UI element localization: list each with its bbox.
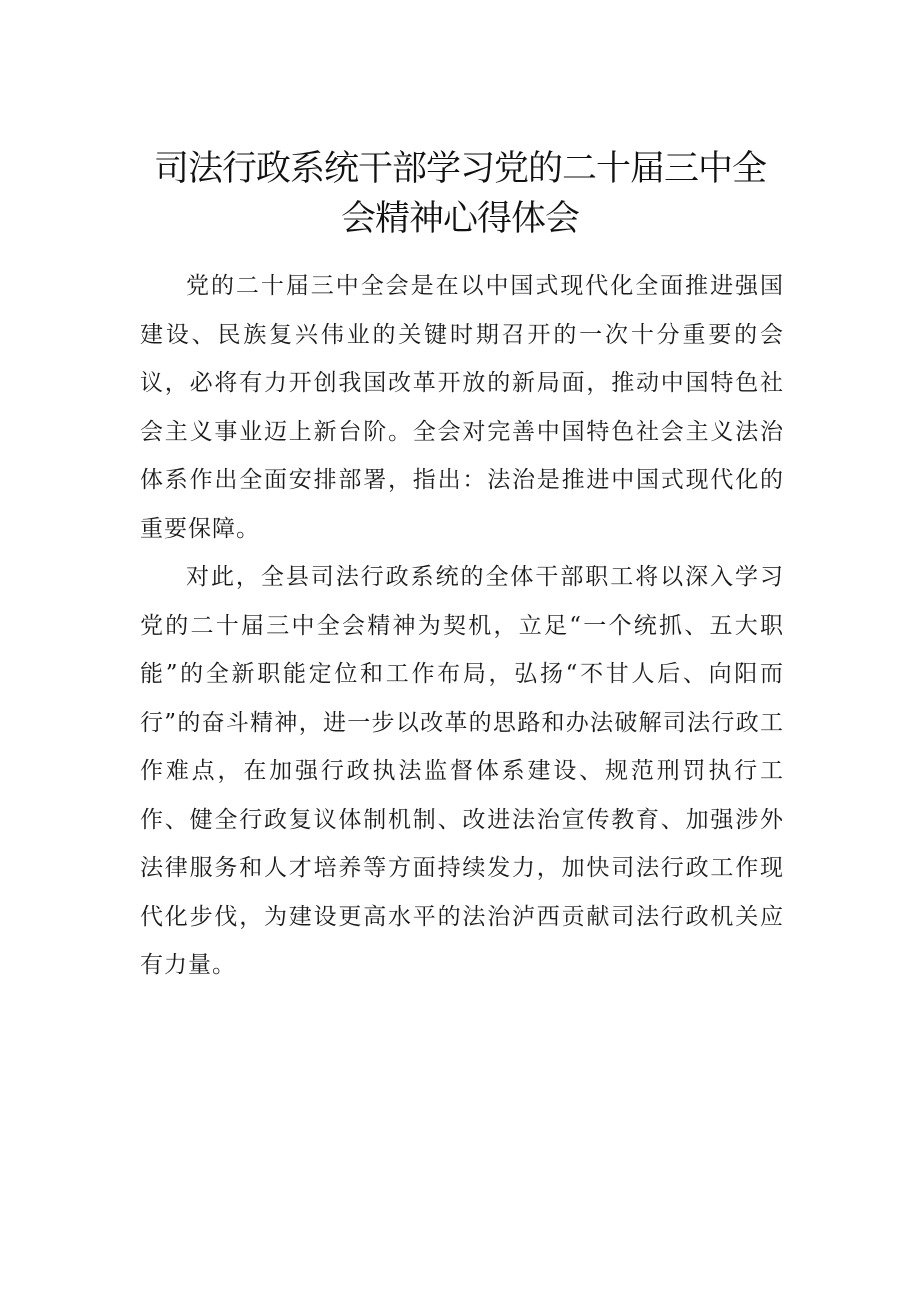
- body-paragraph-1: 党的二十届三中全会是在以中国式现代化全面推进强国建设、民族复兴伟业的关键时期召开的一次十分重要的会议，必将有力开创我国改革开放的新局面，推动中国特色社会主义事业迈上新台阶。全会对完善中国特色社会主义法治体系作出全面安排部署，指出：法治是推进中国式现代化的重要保障。: [140, 273, 784, 542]
- body-paragraph-2: 对此，全县司法行政系统的全体干部职工将以深入学习党的二十届三中全会精神为契机，立足“一个统抓、五大职能”的全新职能定位和工作布局，弘扬“不甘人后、向阳而行”的奋斗精神，进一步以改革的思路和办法破解司法行政工作难点，在加强行政执法监督体系建设、规范刑罚执行工作、健全行政复议体制机制、改进法治宣传教育、加强涉外法律服务和人才培养等方面持续发力，加快司法行政工作现代化步伐，为建设更高水平的法治泸西贡献司法行政机关应有力量。: [140, 564, 784, 978]
- document-title: [100, 144, 820, 244]
- document-body: [140, 262, 784, 990]
- document-title-line-1: 司法行政系统干部学习党的二十届三中全: [153, 149, 766, 189]
- document-title-line-2: 会精神心得体会: [340, 199, 579, 239]
